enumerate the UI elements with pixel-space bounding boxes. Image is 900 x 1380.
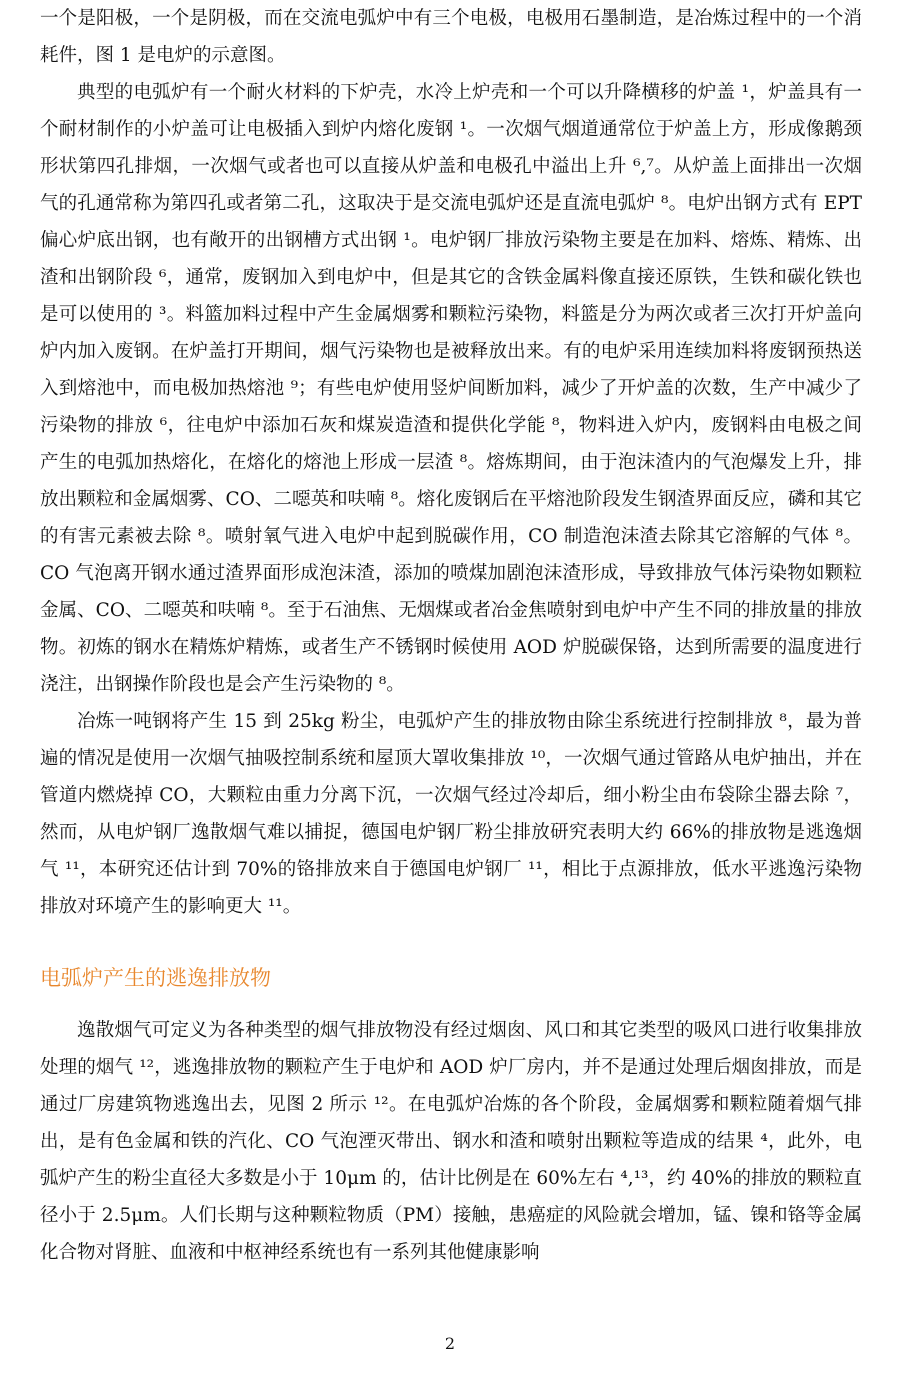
section-body <box>40 1012 862 1271</box>
paragraph-fugitive-emissions: 逸散烟气可定义为各种类型的烟气排放物没有经过烟囱、风口和其它类型的吸风口进行收集排放处理的烟气 ¹²，逃逸排放物的颗粒产生于电炉和 AOD 炉厂房内，并不是通过处理后烟囱排放，而是通过厂房建筑物逃逸出去，见图 2 所示 ¹²。在电弧炉冶炼的各个阶段，金属烟雾和颗粒随着烟气排出，是有色金属和铁的汽化、CO 气泡湮灭带出、钢水和渣和喷射出颗粒等造成的结果 ⁴，此外，电弧炉产生的粉尘直径大多数是小于 10μm 的，估计比例是在 60%左右 ⁴,¹³，约 40%的排放的颗粒直径小于 2.5μm。人们长期与这种颗粒物质（PM）接触，患癌症的风险就会增加，锰、镍和铬等金属化合物对肾脏、血液和中枢神经系统也有一系列其他健康影响 <box>40 1020 862 1263</box>
section-heading: 电弧炉产生的逃逸排放物 <box>40 966 271 990</box>
body-text-block <box>40 0 862 925</box>
paragraph-dust-emission: 冶炼一吨钢将产生 15 到 25kg 粉尘，电弧炉产生的排放物由除尘系统进行控制排放 ⁸，最为普遍的情况是使用一次烟气抽吸控制系统和屋顶大罩收集排放 ¹⁰，一次烟气通过管路从电炉抽出，并在管道内燃烧掉 CO，大颗粒由重力分离下沉，一次烟气经过冷却后，细小粉尘由布袋除尘器去除 ⁷，然而，从电炉钢厂逸散烟气难以捕捉，德国电炉钢厂粉尘排放研究表明大约 66%的排放物是逃逸烟气 ¹¹，本研究还估计到 70%的铬排放来自于德国电炉钢厂 ¹¹，相比于点源排放，低水平逃逸污染物排放对环境产生的影响更大 ¹¹。 <box>40 711 862 917</box>
paragraph-continuation: 一个是阳极，一个是阴极，而在交流电弧炉中有三个电极，电极用石墨制造，是冶炼过程中的一个消耗件，图 1 是电炉的示意图。 <box>40 8 862 66</box>
page-number: 2 <box>444 1334 456 1353</box>
paragraph-electric-arc-furnace: 典型的电弧炉有一个耐火材料的下炉壳，水冷上炉壳和一个可以升降横移的炉盖 ¹，炉盖具有一个耐材制作的小炉盖可让电极插入到炉内熔化废钢 ¹。一次烟气烟道通常位于炉盖上方，形成像鹅颈形状第四孔排烟，一次烟气或者也可以直接从炉盖和电极孔中溢出上升 ⁶,⁷。从炉盖上面排出一次烟气的孔通常称为第四孔或者第二孔，这取决于是交流电弧炉还是直流电弧炉 ⁸。电炉出钢方式有 EPT 偏心炉底出钢，也有敞开的出钢槽方式出钢 ¹。电炉钢厂排放污染物主要是在加料、熔炼、精炼、出渣和出钢阶段 ⁶，通常，废钢加入到电炉中，但是其它的含铁金属料像直接还原铁，生铁和碳化铁也是可以使用的 ³。料篮加料过程中产生金属烟雾和颗粒污染物，料篮是分为两次或者三次打开炉盖向炉内加入废钢。在炉盖打开期间，烟气污染物也是被释放出来。有的电炉采用连续加料将废钢预热送入到熔池中，而电极加热熔池 ⁹；有些电炉使用竖炉间断加料，减少了开炉盖的次数，生产中减少了污染物的排放 ⁶，往电炉中添加石灰和煤炭造渣和提供化学能 ⁸，物料进入炉内，废钢料由电极之间产生的电弧加热熔化，在熔化的熔池上形成一层渣 ⁸。熔炼期间，由于泡沫渣内的气泡爆发上升，排放出颗粒和金属烟雾、CO、二噁英和呋喃 ⁸。熔化废钢后在平熔池阶段发生钢渣界面反应，磷和其它的有害元素被去除 ⁸。喷射氧气进入电炉中起到脱碳作用，CO 制造泡沫渣去除其它溶解的气体 ⁸。CO 气泡离开钢水通过渣界面形成泡沫渣，添加的喷煤加剧泡沫渣形成，导致排放气体污染物如颗粒金属、CO、二噁英和呋喃 ⁸。至于石油焦、无烟煤或者冶金焦喷射到电炉中产生不同的排放量的排放物。初炼的钢水在精炼炉精炼，或者生产不锈钢时候使用 AOD 炉脱碳保铬，达到所需要的温度进行浇注，出钢操作阶段也是会产生污染物的 ⁸。 <box>40 82 862 695</box>
